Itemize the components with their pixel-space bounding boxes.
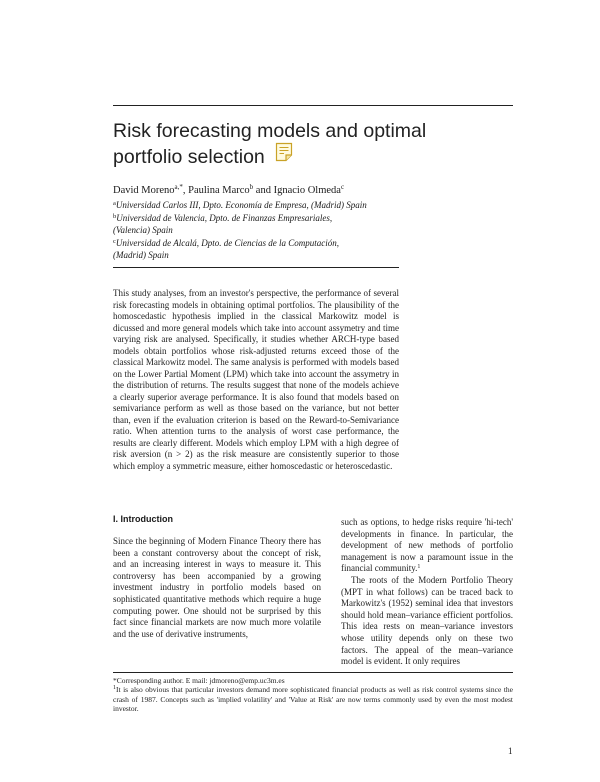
- affiliation-mark: a: [113, 200, 116, 207]
- affiliation-mark: c: [113, 238, 116, 245]
- affiliation-line: [113, 249, 367, 261]
- note-icon[interactable]: [275, 142, 293, 169]
- footnote-ref[interactable]: 1: [417, 564, 421, 571]
- affiliation-text: Universidad Carlos III, Dpto. Economía de Empresa, (Madrid) Spain: [115, 200, 367, 210]
- affiliation-text: (Valencia) Spain: [113, 225, 173, 235]
- intro-paragraph: Since the beginning of Modern Finance Theory there has been a constant controversy about the concept of risk, and an increasing interest in ways to measure it. This controversy has been accompanied by a growing investment industry in portfolio models based on sophisticated quantitative methods which require a huge computing power. One should not be surprised by this fact since financial markets are now much more volatile and the use of derivative instruments,: [113, 536, 321, 639]
- author-list: [113, 183, 344, 196]
- affiliation-line: [113, 236, 367, 249]
- continued-paragraph-text: such as options, to hedge risks require 'hi-tech' developments in finance. In particular, the development of new methods of portfolio management is now a paramount issue in the financial community.: [341, 517, 513, 574]
- author-olmeda-mark: c: [340, 183, 345, 191]
- affiliation-text: Universidad de Alcalá, Dpto. de Ciencias de la Computación,: [115, 238, 339, 248]
- continued-paragraph: [341, 517, 513, 575]
- footnote-1-text: It is also obvious that particular investors demand more sophisticated financial products as well as risk control systems since the crash of 1987. Concepts such as 'implied volatility' and 'Value at Risk' are now terms commonly used by even the most modest investor.: [113, 685, 513, 714]
- affiliation-text: (Madrid) Spain: [113, 250, 169, 260]
- affiliation-line: [113, 198, 367, 211]
- title-line-1: Risk forecasting models and optimal: [113, 120, 427, 142]
- author-marco-mark: b: [249, 183, 254, 191]
- paper-title: [113, 118, 443, 171]
- abstract: This study analyses, from an investor's perspective, the performance of several risk forecasting models in obtaining optimal portfolios. The plausibility of the homoscedastic hypothesis implied in the classical Markowitz model is dicussed and more general models which take into account assymetry and time varying risk are analysed. Specifically, it studies whether ARCH-type based models obtain portfolios whose risk-adjusted returns exceed those of the classical Markowitz model. The same analysis is performed with models based on the Lower Partial Moment (LPM) which take into account the assymetry in the distribution of returns. The results suggest that none of the models achieve a clearly superior average performance. It is also found that models based on semivariance perform as well as those based on the variance, but not better than, even if the evaluation criterion is based on the Reward-to-Semivariance ratio. When attention turns to the analysis of worst case performance, the results are clearly different. Models which employ LPM with a high degree of risk aversion (n > 2) as the risk measure are consistently superior to those which employ a symmetric measure, either homoscedastic or heteroscedastic.: [113, 288, 399, 471]
- top-rule: [113, 105, 513, 106]
- affiliation-line: [113, 224, 367, 236]
- title-line-2: [113, 144, 443, 171]
- mpt-paragraph: The roots of the Modern Portfolio Theory (MPT in what follows) can be traced back to Markowitz's (1952) seminal idea that investors should hold mean–variance efficient portfolios. This idea rests on mean–variance investors whose utility depends only on these two factors. The appeal of the mean–variance model is evident. It only requires: [341, 574, 513, 667]
- affiliation-mark: b: [113, 213, 117, 220]
- header-bottom-rule: [113, 267, 399, 268]
- author-separator: and: [253, 185, 274, 196]
- author-moreno: David Moreno: [113, 185, 175, 196]
- footnote-rule: [113, 672, 513, 673]
- affiliation-line: [113, 211, 367, 224]
- author-marco: Paulina Marco: [188, 185, 250, 196]
- affiliations: [113, 198, 367, 261]
- corresponding-author-note: *Corresponding author. E mail: jdmoreno@emp.uc3m.es: [113, 676, 285, 685]
- title-line-2-text: portfolio selection: [113, 146, 265, 168]
- author-moreno-mark: a,*: [174, 183, 183, 191]
- right-column: [341, 517, 513, 668]
- affiliation-text: Universidad de Valencia, Dpto. de Finanzas Empresariales,: [116, 213, 333, 223]
- page-number: 1: [508, 746, 513, 756]
- section-heading: I. Introduction: [113, 514, 173, 524]
- left-column: [113, 536, 321, 640]
- footnote-1: [113, 685, 513, 713]
- footnotes: [113, 676, 513, 714]
- footnote-1-mark: 1: [113, 685, 116, 692]
- author-olmeda: Ignacio Olmeda: [273, 185, 341, 196]
- author-separator: ,: [182, 185, 189, 196]
